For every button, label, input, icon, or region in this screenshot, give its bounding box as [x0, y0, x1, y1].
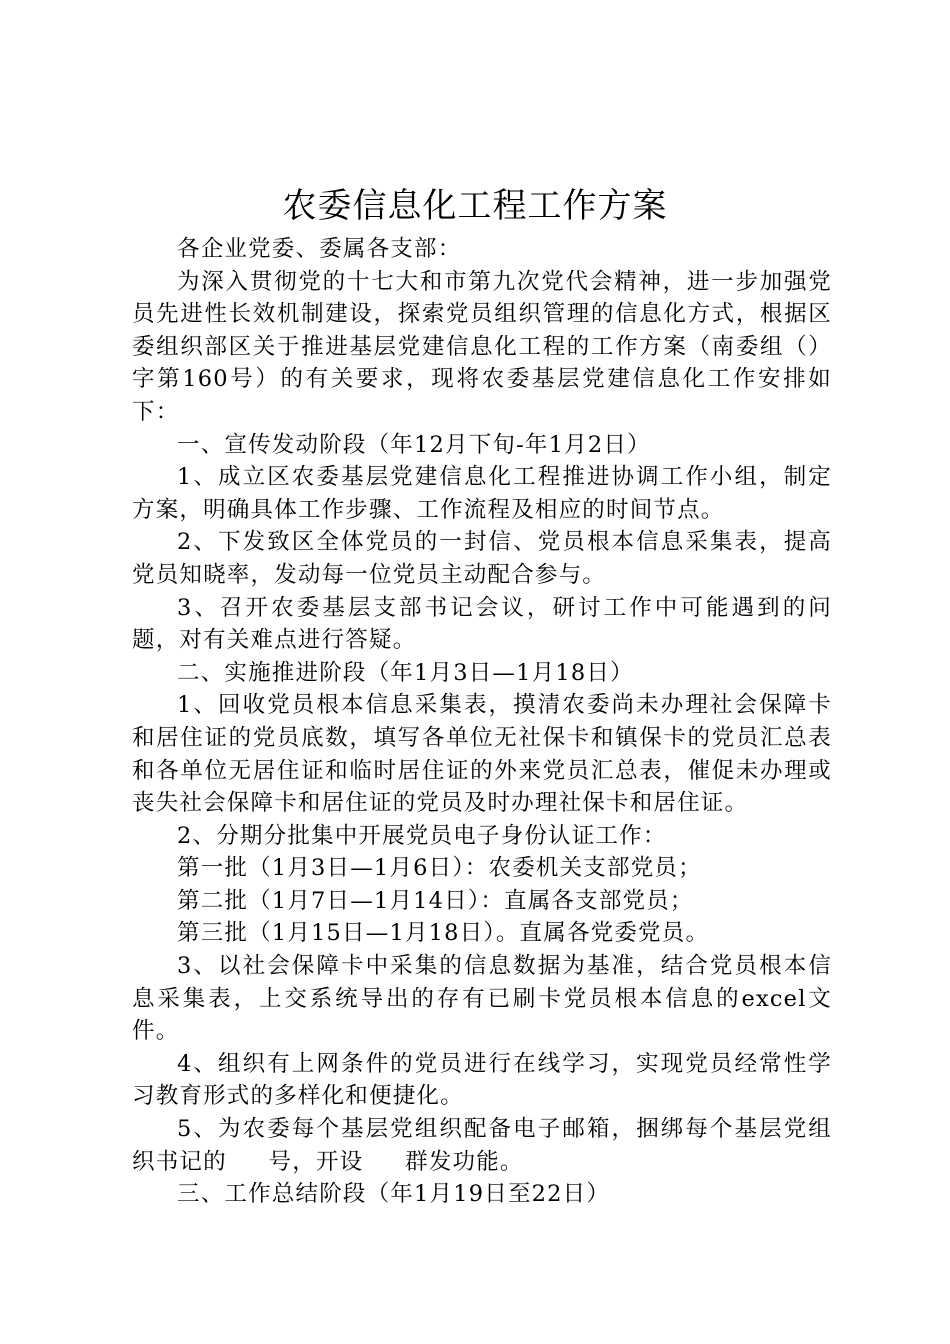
- paragraph-2-5: 5、为农委每个基层党组织配备电子邮箱，捆绑每个基层党组织书记的 号，开设 群发功能。: [132, 1116, 832, 1175]
- batch-2: 第二批（1月7日—1月14日）：直属各支部党员；: [177, 887, 694, 914]
- paragraph-2-4: 4、组织有上网条件的党员进行在线学习，实现党员经常性学习教育形式的多样化和便捷化。: [132, 1050, 832, 1110]
- paragraph-2-3: 3、以社会保障卡中采集的信息数据为基准，结合党员根本信息采集表，上交系统导出的存有已刷卡党员根本信息的excel文件。: [132, 953, 832, 1045]
- paragraph-2-1: 1、回收党员根本信息采集表，摸清农委尚未办理社会保障卡和居住证的党员底数，填写各单位无社保卡和镇保卡的党员汇总表和各单位无居住证和临时居住证的外来党员汇总表，催促未办理或丧失社会保障卡和居住证的党员及时办理社保卡和居住证。: [132, 692, 832, 817]
- batch-1: 第一批（1月3日—1月6日）：农委机关支部党员；: [177, 855, 702, 882]
- section-heading-2: 二、实施推进阶段（年1月3日—1月18日）: [177, 659, 634, 686]
- section-heading-1: 一、宣传发动阶段（年12月下旬-年1月2日）: [177, 431, 651, 458]
- batch-3: 第三批（1月15日—1月18日）。直属各党委党员。: [177, 920, 710, 947]
- paragraph-1-1: 1、成立区农委基层党建信息化工程推进协调工作小组，制定方案，明确具体工作步骤、工作流程及相应的时间节点。: [132, 464, 832, 523]
- paragraph-1-2: 2、下发致区全体党员的一封信、党员根本信息采集表，提高党员知晓率，发动每一位党员主动配合参与。: [132, 529, 832, 588]
- document-title: 农委信息化工程工作方案: [282, 186, 668, 226]
- section-heading-3: 三、工作总结阶段（年1月19日至22日）: [177, 1181, 611, 1208]
- paragraph-1-3: 3、召开农委基层支部书记会议，研讨工作中可能遇到的问题，对有关难点进行答疑。: [132, 594, 832, 654]
- paragraph-2-2: 2、分期分批集中开展党员电子身份认证工作：: [177, 822, 667, 849]
- intro-paragraph: 为深入贯彻党的十七大和市第九次党代会精神，进一步加强党员先进性长效机制建设，探索党员组织管理的信息化方式，根据区委组织部区关于推进基层党建信息化工程的工作方案（南委组（）字第160号）的有关要求，现将农委基层党建信息化工作安排如下：: [132, 268, 832, 425]
- document-body: [132, 233, 832, 1211]
- salutation: 各企业党委、委属各支部：: [177, 236, 462, 262]
